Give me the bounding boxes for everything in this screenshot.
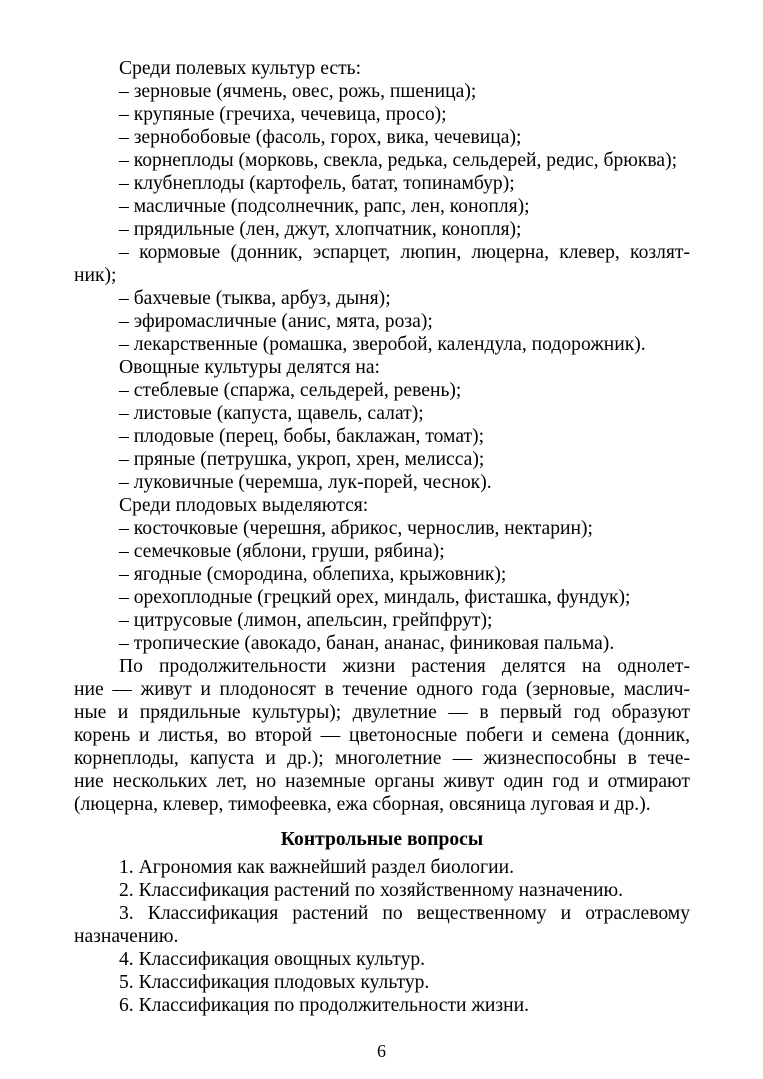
list-item: – клубнеплоды (картофель, батат, топинамбур); <box>119 173 515 194</box>
question-item: 6. Классификация по продолжительности жизни. <box>119 995 530 1016</box>
list-item: – эфиромасличные (анис, мята, роза); <box>119 311 433 332</box>
list-item: – зернобобовые (фасоль, горох, вика, чечевица); <box>119 127 522 148</box>
list-item: – бахчевые (тыква, арбуз, дыня); <box>119 288 391 309</box>
list-item: – ягодные (смородина, облепиха, крыжовник); <box>119 564 507 585</box>
list-item: – корнеплоды (морковь, свекла, редька, сельдерей, редис, брюква); <box>119 150 678 171</box>
list-item: – стеблевые (спаржа, сельдерей, ревень); <box>119 380 462 401</box>
list-item: – косточковые (черешня, абрикос, чернослив, нектарин); <box>119 518 593 539</box>
list-item: – орехоплодные (грецкий орех, миндаль, фисташка, фундук); <box>119 587 631 608</box>
lifespan-paragraph-line: ние нескольких лет, но наземные органы живут один год и отмирают <box>74 771 690 792</box>
field-crops-heading: Среди полевых культур есть: <box>119 58 362 79</box>
lifespan-paragraph-line: корнеплоды, капуста и др.); многолетние — жизнеспособны в тече- <box>74 748 690 769</box>
question-item: 3. Классификация растений по вещественному и отраслевому <box>119 903 690 924</box>
list-item: – прядильные (лен, джут, хлопчатник, конопля); <box>119 219 522 240</box>
list-item: – масличные (подсолнечник, рапс, лен, конопля); <box>119 196 530 217</box>
question-item: 2. Классификация растений по хозяйственному назначению. <box>119 880 624 901</box>
list-item: – зерновые (ячмень, овес, рожь, пшеница); <box>119 81 477 102</box>
list-item: – цитрусовые (лимон, апельсин, грейпфрут); <box>119 610 493 631</box>
question-item-continuation: назначению. <box>74 926 179 947</box>
list-item: – тропические (авокадо, банан, ананас, финиковая пальма). <box>119 633 615 654</box>
list-item: – лекарственные (ромашка, зверобой, календула, подорожник). <box>119 334 646 355</box>
fruit-crops-heading: Среди плодовых выделяются: <box>119 495 369 516</box>
vegetable-crops-heading: Овощные культуры делятся на: <box>119 357 380 378</box>
list-item: – крупяные (гречиха, чечевица, просо); <box>119 104 447 125</box>
page-number: 6 <box>377 1041 386 1061</box>
lifespan-paragraph-line: ные и прядильные культуры); двулетние — в первый год образуют <box>74 702 690 723</box>
list-item: – луковичные (черемша, лук-порей, чеснок). <box>119 472 492 493</box>
lifespan-paragraph-line: корень и листья, во второй — цветоносные побеги и семена (донник, <box>74 725 690 746</box>
lifespan-paragraph-line: ние — живут и плодоносят в течение одного года (зерновые, маслич- <box>74 679 690 700</box>
list-item: – листовые (капуста, щавель, салат); <box>119 403 424 424</box>
list-item: – кормовые (донник, эспарцет, люпин, люцерна, клевер, козлят- <box>119 242 690 263</box>
control-questions-title: Контрольные вопросы <box>280 829 484 850</box>
question-item: 4. Классификация овощных культур. <box>119 949 426 970</box>
list-item: – плодовые (перец, бобы, баклажан, томат); <box>119 426 485 447</box>
question-item: 1. Агрономия как важнейший раздел биологии. <box>119 857 514 878</box>
question-item: 5. Классификация плодовых культур. <box>119 972 430 993</box>
list-item: – пряные (петрушка, укроп, хрен, мелисса); <box>119 449 485 470</box>
list-item-continuation: ник); <box>74 265 117 286</box>
lifespan-paragraph-line: По продолжительности жизни растения делятся на однолет- <box>119 656 690 677</box>
list-item: – семечковые (яблони, груши, рябина); <box>119 541 445 562</box>
lifespan-paragraph-line: (люцерна, клевер, тимофеевка, ежа сборная, овсяница луговая и др.). <box>74 794 651 815</box>
